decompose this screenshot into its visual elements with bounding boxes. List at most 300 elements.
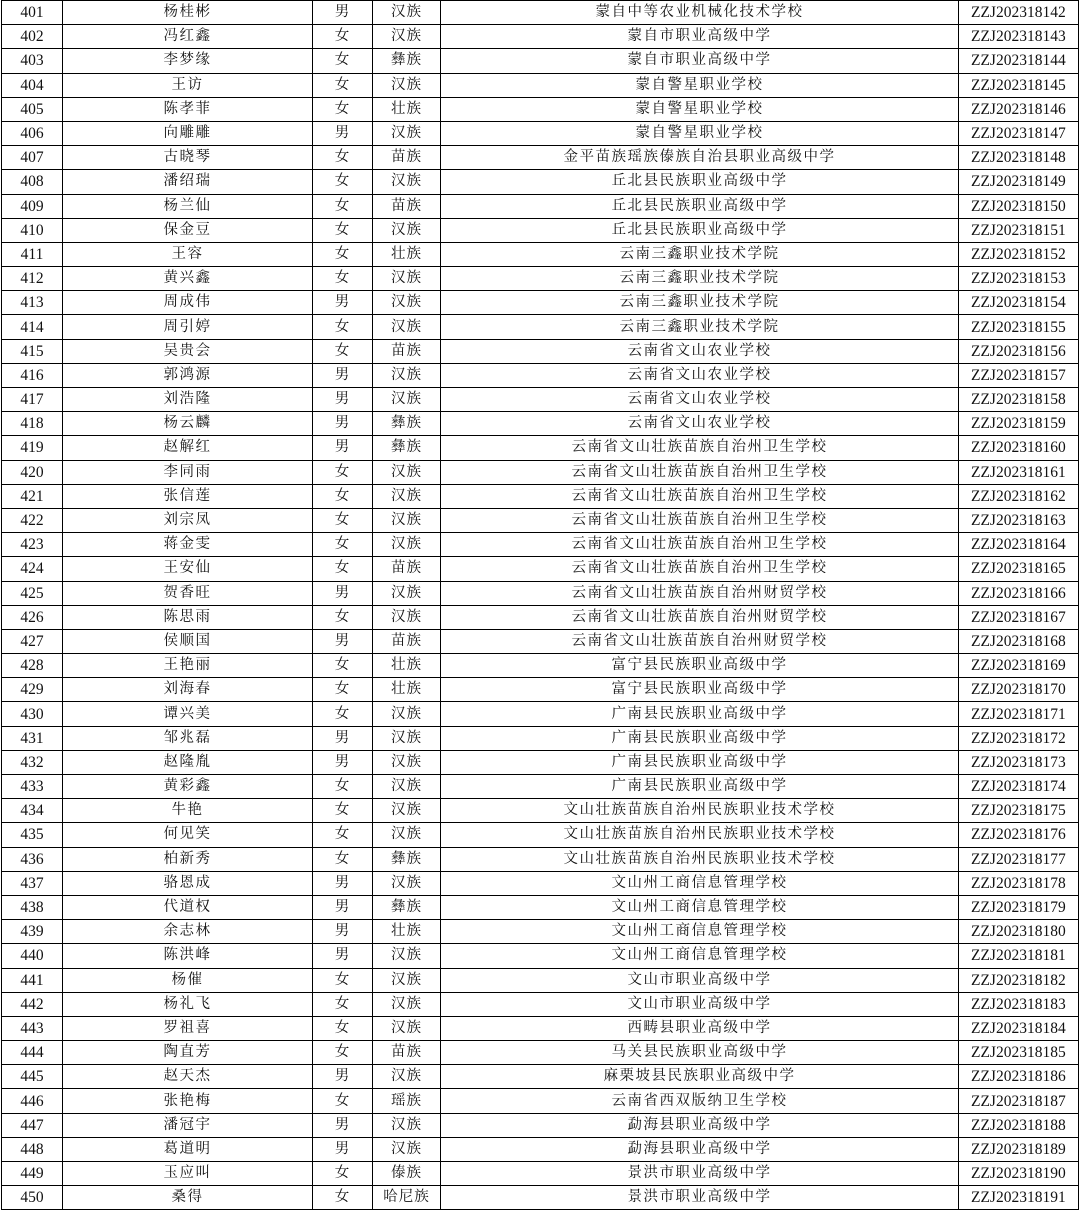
gender-cell: 女 xyxy=(313,146,373,170)
table-row xyxy=(2,557,1079,581)
school-name-cell: 富宁县民族职业高级中学 xyxy=(441,654,959,678)
school-name-cell: 蒙自警星职业学校 xyxy=(441,97,959,121)
row-number-cell: 446 xyxy=(2,1089,63,1113)
gender-cell: 男 xyxy=(313,726,373,750)
certificate-id-cell: ZZJ202318171 xyxy=(959,702,1079,726)
gender-cell: 男 xyxy=(313,388,373,412)
gender-cell: 男 xyxy=(313,1,373,25)
certificate-id-cell: ZZJ202318168 xyxy=(959,629,1079,653)
gender-cell: 男 xyxy=(313,920,373,944)
row-number-cell: 449 xyxy=(2,1162,63,1186)
school-name-cell: 云南三鑫职业技术学院 xyxy=(441,315,959,339)
certificate-id-cell: ZZJ202318142 xyxy=(959,1,1079,25)
gender-cell: 女 xyxy=(313,605,373,629)
student-name-cell: 谭兴美 xyxy=(63,702,313,726)
row-number-cell: 408 xyxy=(2,170,63,194)
table-row xyxy=(2,1162,1079,1186)
table-row xyxy=(2,678,1079,702)
table-row xyxy=(2,750,1079,774)
gender-cell: 男 xyxy=(313,436,373,460)
row-number-cell: 432 xyxy=(2,750,63,774)
row-number-cell: 412 xyxy=(2,267,63,291)
student-name-cell: 李同雨 xyxy=(63,460,313,484)
school-name-cell: 广南县民族职业高级中学 xyxy=(441,702,959,726)
student-name-cell: 陈洪峰 xyxy=(63,944,313,968)
certificate-id-cell: ZZJ202318179 xyxy=(959,895,1079,919)
row-number-cell: 423 xyxy=(2,533,63,557)
table-row xyxy=(2,581,1079,605)
ethnicity-cell: 汉族 xyxy=(373,1113,441,1137)
school-name-cell: 文山壮族苗族自治州民族职业技术学校 xyxy=(441,847,959,871)
row-number-cell: 439 xyxy=(2,920,63,944)
gender-cell: 女 xyxy=(313,170,373,194)
ethnicity-cell: 傣族 xyxy=(373,1162,441,1186)
student-name-cell: 陶直芳 xyxy=(63,1041,313,1065)
school-name-cell: 云南三鑫职业技术学院 xyxy=(441,291,959,315)
ethnicity-cell: 苗族 xyxy=(373,146,441,170)
gender-cell: 男 xyxy=(313,629,373,653)
ethnicity-cell: 壮族 xyxy=(373,654,441,678)
ethnicity-cell: 苗族 xyxy=(373,194,441,218)
table-row xyxy=(2,49,1079,73)
row-number-cell: 428 xyxy=(2,654,63,678)
student-name-cell: 何见笑 xyxy=(63,823,313,847)
student-name-cell: 杨礼飞 xyxy=(63,992,313,1016)
row-number-cell: 406 xyxy=(2,121,63,145)
gender-cell: 女 xyxy=(313,1016,373,1040)
certificate-id-cell: ZZJ202318175 xyxy=(959,799,1079,823)
student-name-cell: 桑得 xyxy=(63,1186,313,1210)
school-name-cell: 云南省文山壮族苗族自治州卫生学校 xyxy=(441,436,959,460)
school-name-cell: 云南省文山壮族苗族自治州卫生学校 xyxy=(441,533,959,557)
table-row xyxy=(2,944,1079,968)
certificate-id-cell: ZZJ202318144 xyxy=(959,49,1079,73)
certificate-id-cell: ZZJ202318176 xyxy=(959,823,1079,847)
student-name-cell: 保金豆 xyxy=(63,218,313,242)
roster-table xyxy=(1,0,1079,1210)
gender-cell: 女 xyxy=(313,1186,373,1210)
school-name-cell: 蒙自市职业高级中学 xyxy=(441,25,959,49)
ethnicity-cell: 汉族 xyxy=(373,1137,441,1161)
student-name-cell: 陈孝菲 xyxy=(63,97,313,121)
student-name-cell: 周引婷 xyxy=(63,315,313,339)
student-name-cell: 张艳梅 xyxy=(63,1089,313,1113)
gender-cell: 女 xyxy=(313,1162,373,1186)
row-number-cell: 424 xyxy=(2,557,63,581)
row-number-cell: 421 xyxy=(2,484,63,508)
school-name-cell: 文山壮族苗族自治州民族职业技术学校 xyxy=(441,823,959,847)
table-row xyxy=(2,194,1079,218)
table-row xyxy=(2,629,1079,653)
table-row xyxy=(2,871,1079,895)
row-number-cell: 411 xyxy=(2,242,63,266)
school-name-cell: 蒙自警星职业学校 xyxy=(441,73,959,97)
table-row xyxy=(2,847,1079,871)
student-name-cell: 杨兰仙 xyxy=(63,194,313,218)
school-name-cell: 丘北县民族职业高级中学 xyxy=(441,170,959,194)
certificate-id-cell: ZZJ202318163 xyxy=(959,508,1079,532)
gender-cell: 女 xyxy=(313,968,373,992)
table-row xyxy=(2,992,1079,1016)
table-row xyxy=(2,242,1079,266)
certificate-id-cell: ZZJ202318160 xyxy=(959,436,1079,460)
table-row xyxy=(2,1137,1079,1161)
school-name-cell: 云南省文山农业学校 xyxy=(441,363,959,387)
certificate-id-cell: ZZJ202318155 xyxy=(959,315,1079,339)
school-name-cell: 云南省文山壮族苗族自治州卫生学校 xyxy=(441,460,959,484)
gender-cell: 男 xyxy=(313,363,373,387)
gender-cell: 女 xyxy=(313,1089,373,1113)
table-row xyxy=(2,267,1079,291)
row-number-cell: 401 xyxy=(2,1,63,25)
ethnicity-cell: 汉族 xyxy=(373,363,441,387)
table-row xyxy=(2,726,1079,750)
table-row xyxy=(2,1016,1079,1040)
school-name-cell: 文山壮族苗族自治州民族职业技术学校 xyxy=(441,799,959,823)
school-name-cell: 云南省文山壮族苗族自治州卫生学校 xyxy=(441,484,959,508)
student-name-cell: 柏新秀 xyxy=(63,847,313,871)
gender-cell: 女 xyxy=(313,315,373,339)
gender-cell: 女 xyxy=(313,799,373,823)
student-name-cell: 杨桂彬 xyxy=(63,1,313,25)
row-number-cell: 403 xyxy=(2,49,63,73)
ethnicity-cell: 汉族 xyxy=(373,1065,441,1089)
certificate-id-cell: ZZJ202318154 xyxy=(959,291,1079,315)
ethnicity-cell: 汉族 xyxy=(373,267,441,291)
table-row xyxy=(2,895,1079,919)
student-name-cell: 牛艳 xyxy=(63,799,313,823)
table-row xyxy=(2,460,1079,484)
school-name-cell: 金平苗族瑶族傣族自治县职业高级中学 xyxy=(441,146,959,170)
ethnicity-cell: 汉族 xyxy=(373,775,441,799)
ethnicity-cell: 汉族 xyxy=(373,968,441,992)
school-name-cell: 广南县民族职业高级中学 xyxy=(441,750,959,774)
gender-cell: 男 xyxy=(313,1137,373,1161)
table-row xyxy=(2,436,1079,460)
student-name-cell: 王访 xyxy=(63,73,313,97)
certificate-id-cell: ZZJ202318191 xyxy=(959,1186,1079,1210)
student-name-cell: 吴贵会 xyxy=(63,339,313,363)
certificate-id-cell: ZZJ202318162 xyxy=(959,484,1079,508)
certificate-id-cell: ZZJ202318150 xyxy=(959,194,1079,218)
certificate-id-cell: ZZJ202318153 xyxy=(959,267,1079,291)
table-row xyxy=(2,605,1079,629)
student-name-cell: 张信莲 xyxy=(63,484,313,508)
table-row xyxy=(2,218,1079,242)
table-row xyxy=(2,1186,1079,1210)
ethnicity-cell: 彝族 xyxy=(373,49,441,73)
school-name-cell: 景洪市职业高级中学 xyxy=(441,1162,959,1186)
ethnicity-cell: 汉族 xyxy=(373,1,441,25)
row-number-cell: 427 xyxy=(2,629,63,653)
ethnicity-cell: 汉族 xyxy=(373,508,441,532)
certificate-id-cell: ZZJ202318185 xyxy=(959,1041,1079,1065)
ethnicity-cell: 汉族 xyxy=(373,944,441,968)
ethnicity-cell: 汉族 xyxy=(373,992,441,1016)
certificate-id-cell: ZZJ202318180 xyxy=(959,920,1079,944)
row-number-cell: 405 xyxy=(2,97,63,121)
student-name-cell: 赵天杰 xyxy=(63,1065,313,1089)
certificate-id-cell: ZZJ202318182 xyxy=(959,968,1079,992)
school-name-cell: 麻栗坡县民族职业高级中学 xyxy=(441,1065,959,1089)
certificate-id-cell: ZZJ202318158 xyxy=(959,388,1079,412)
school-name-cell: 云南三鑫职业技术学院 xyxy=(441,267,959,291)
student-name-cell: 赵解红 xyxy=(63,436,313,460)
row-number-cell: 437 xyxy=(2,871,63,895)
ethnicity-cell: 汉族 xyxy=(373,218,441,242)
ethnicity-cell: 汉族 xyxy=(373,388,441,412)
gender-cell: 女 xyxy=(313,992,373,1016)
row-number-cell: 434 xyxy=(2,799,63,823)
school-name-cell: 文山州工商信息管理学校 xyxy=(441,944,959,968)
row-number-cell: 417 xyxy=(2,388,63,412)
certificate-id-cell: ZZJ202318149 xyxy=(959,170,1079,194)
certificate-id-cell: ZZJ202318152 xyxy=(959,242,1079,266)
row-number-cell: 438 xyxy=(2,895,63,919)
certificate-id-cell: ZZJ202318181 xyxy=(959,944,1079,968)
table-row xyxy=(2,339,1079,363)
gender-cell: 男 xyxy=(313,412,373,436)
table-row xyxy=(2,533,1079,557)
ethnicity-cell: 瑶族 xyxy=(373,1089,441,1113)
ethnicity-cell: 彝族 xyxy=(373,847,441,871)
row-number-cell: 431 xyxy=(2,726,63,750)
table-row xyxy=(2,1089,1079,1113)
table-row xyxy=(2,654,1079,678)
gender-cell: 男 xyxy=(313,1065,373,1089)
gender-cell: 男 xyxy=(313,895,373,919)
row-number-cell: 416 xyxy=(2,363,63,387)
certificate-id-cell: ZZJ202318174 xyxy=(959,775,1079,799)
row-number-cell: 410 xyxy=(2,218,63,242)
certificate-id-cell: ZZJ202318148 xyxy=(959,146,1079,170)
gender-cell: 女 xyxy=(313,823,373,847)
gender-cell: 女 xyxy=(313,218,373,242)
student-name-cell: 潘冠宇 xyxy=(63,1113,313,1137)
certificate-id-cell: ZZJ202318187 xyxy=(959,1089,1079,1113)
certificate-id-cell: ZZJ202318183 xyxy=(959,992,1079,1016)
gender-cell: 女 xyxy=(313,339,373,363)
table-row xyxy=(2,775,1079,799)
ethnicity-cell: 汉族 xyxy=(373,533,441,557)
table-row xyxy=(2,702,1079,726)
school-name-cell: 云南省文山农业学校 xyxy=(441,339,959,363)
table-row xyxy=(2,1,1079,25)
ethnicity-cell: 壮族 xyxy=(373,97,441,121)
table-row xyxy=(2,920,1079,944)
row-number-cell: 414 xyxy=(2,315,63,339)
certificate-id-cell: ZZJ202318178 xyxy=(959,871,1079,895)
certificate-id-cell: ZZJ202318184 xyxy=(959,1016,1079,1040)
student-name-cell: 王安仙 xyxy=(63,557,313,581)
table-row xyxy=(2,823,1079,847)
ethnicity-cell: 彝族 xyxy=(373,436,441,460)
table-row xyxy=(2,1041,1079,1065)
student-name-cell: 侯顺国 xyxy=(63,629,313,653)
student-name-cell: 余志林 xyxy=(63,920,313,944)
gender-cell: 女 xyxy=(313,678,373,702)
row-number-cell: 426 xyxy=(2,605,63,629)
certificate-id-cell: ZZJ202318146 xyxy=(959,97,1079,121)
student-name-cell: 刘浩隆 xyxy=(63,388,313,412)
school-name-cell: 文山州工商信息管理学校 xyxy=(441,895,959,919)
table-row xyxy=(2,968,1079,992)
school-name-cell: 云南省文山农业学校 xyxy=(441,388,959,412)
gender-cell: 男 xyxy=(313,1113,373,1137)
school-name-cell: 文山州工商信息管理学校 xyxy=(441,920,959,944)
ethnicity-cell: 哈尼族 xyxy=(373,1186,441,1210)
school-name-cell: 勐海县职业高级中学 xyxy=(441,1113,959,1137)
ethnicity-cell: 苗族 xyxy=(373,557,441,581)
student-name-cell: 冯红鑫 xyxy=(63,25,313,49)
row-number-cell: 425 xyxy=(2,581,63,605)
certificate-id-cell: ZZJ202318188 xyxy=(959,1113,1079,1137)
row-number-cell: 444 xyxy=(2,1041,63,1065)
row-number-cell: 440 xyxy=(2,944,63,968)
table-row xyxy=(2,291,1079,315)
student-name-cell: 玉应叫 xyxy=(63,1162,313,1186)
student-name-cell: 王艳丽 xyxy=(63,654,313,678)
ethnicity-cell: 壮族 xyxy=(373,242,441,266)
table-row xyxy=(2,25,1079,49)
certificate-id-cell: ZZJ202318145 xyxy=(959,73,1079,97)
row-number-cell: 429 xyxy=(2,678,63,702)
ethnicity-cell: 汉族 xyxy=(373,25,441,49)
certificate-id-cell: ZZJ202318173 xyxy=(959,750,1079,774)
student-name-cell: 骆恩成 xyxy=(63,871,313,895)
row-number-cell: 413 xyxy=(2,291,63,315)
school-name-cell: 丘北县民族职业高级中学 xyxy=(441,218,959,242)
ethnicity-cell: 壮族 xyxy=(373,920,441,944)
certificate-id-cell: ZZJ202318159 xyxy=(959,412,1079,436)
school-name-cell: 云南省文山农业学校 xyxy=(441,412,959,436)
gender-cell: 女 xyxy=(313,1041,373,1065)
table-row xyxy=(2,508,1079,532)
certificate-id-cell: ZZJ202318177 xyxy=(959,847,1079,871)
student-name-cell: 潘绍瑞 xyxy=(63,170,313,194)
certificate-id-cell: ZZJ202318189 xyxy=(959,1137,1079,1161)
school-name-cell: 蒙自警星职业学校 xyxy=(441,121,959,145)
gender-cell: 男 xyxy=(313,121,373,145)
ethnicity-cell: 汉族 xyxy=(373,73,441,97)
student-name-cell: 邹兆磊 xyxy=(63,726,313,750)
student-name-cell: 李梦缘 xyxy=(63,49,313,73)
school-name-cell: 文山市职业高级中学 xyxy=(441,992,959,1016)
gender-cell: 女 xyxy=(313,73,373,97)
certificate-id-cell: ZZJ202318164 xyxy=(959,533,1079,557)
table-row xyxy=(2,412,1079,436)
row-number-cell: 407 xyxy=(2,146,63,170)
school-name-cell: 勐海县职业高级中学 xyxy=(441,1137,959,1161)
certificate-id-cell: ZZJ202318172 xyxy=(959,726,1079,750)
row-number-cell: 445 xyxy=(2,1065,63,1089)
student-name-cell: 刘宗凤 xyxy=(63,508,313,532)
student-name-cell: 杨云麟 xyxy=(63,412,313,436)
student-name-cell: 罗祖喜 xyxy=(63,1016,313,1040)
row-number-cell: 404 xyxy=(2,73,63,97)
ethnicity-cell: 苗族 xyxy=(373,1041,441,1065)
certificate-id-cell: ZZJ202318165 xyxy=(959,557,1079,581)
table-row xyxy=(2,484,1079,508)
row-number-cell: 450 xyxy=(2,1186,63,1210)
student-name-cell: 赵隆胤 xyxy=(63,750,313,774)
gender-cell: 女 xyxy=(313,702,373,726)
certificate-id-cell: ZZJ202318151 xyxy=(959,218,1079,242)
gender-cell: 女 xyxy=(313,97,373,121)
certificate-id-cell: ZZJ202318156 xyxy=(959,339,1079,363)
ethnicity-cell: 汉族 xyxy=(373,315,441,339)
school-name-cell: 云南省文山壮族苗族自治州财贸学校 xyxy=(441,581,959,605)
ethnicity-cell: 汉族 xyxy=(373,702,441,726)
school-name-cell: 马关县民族职业高级中学 xyxy=(441,1041,959,1065)
ethnicity-cell: 汉族 xyxy=(373,484,441,508)
ethnicity-cell: 苗族 xyxy=(373,339,441,363)
school-name-cell: 蒙自市职业高级中学 xyxy=(441,49,959,73)
table-row xyxy=(2,121,1079,145)
table-row xyxy=(2,363,1079,387)
school-name-cell: 云南三鑫职业技术学院 xyxy=(441,242,959,266)
school-name-cell: 丘北县民族职业高级中学 xyxy=(441,194,959,218)
table-row xyxy=(2,1065,1079,1089)
gender-cell: 女 xyxy=(313,775,373,799)
table-row xyxy=(2,73,1079,97)
ethnicity-cell: 汉族 xyxy=(373,121,441,145)
gender-cell: 女 xyxy=(313,847,373,871)
row-number-cell: 402 xyxy=(2,25,63,49)
gender-cell: 女 xyxy=(313,460,373,484)
ethnicity-cell: 壮族 xyxy=(373,678,441,702)
ethnicity-cell: 汉族 xyxy=(373,871,441,895)
ethnicity-cell: 汉族 xyxy=(373,460,441,484)
table-row xyxy=(2,315,1079,339)
row-number-cell: 436 xyxy=(2,847,63,871)
gender-cell: 女 xyxy=(313,242,373,266)
certificate-id-cell: ZZJ202318186 xyxy=(959,1065,1079,1089)
certificate-id-cell: ZZJ202318190 xyxy=(959,1162,1079,1186)
gender-cell: 女 xyxy=(313,557,373,581)
certificate-id-cell: ZZJ202318170 xyxy=(959,678,1079,702)
ethnicity-cell: 汉族 xyxy=(373,1016,441,1040)
school-name-cell: 蒙自中等农业机械化技术学校 xyxy=(441,1,959,25)
student-name-cell: 杨催 xyxy=(63,968,313,992)
row-number-cell: 433 xyxy=(2,775,63,799)
student-name-cell: 葛道明 xyxy=(63,1137,313,1161)
student-name-cell: 陈思雨 xyxy=(63,605,313,629)
gender-cell: 女 xyxy=(313,484,373,508)
ethnicity-cell: 苗族 xyxy=(373,629,441,653)
school-name-cell: 广南县民族职业高级中学 xyxy=(441,726,959,750)
row-number-cell: 435 xyxy=(2,823,63,847)
row-number-cell: 447 xyxy=(2,1113,63,1137)
ethnicity-cell: 汉族 xyxy=(373,605,441,629)
student-name-cell: 周成伟 xyxy=(63,291,313,315)
student-name-cell: 黄彩鑫 xyxy=(63,775,313,799)
gender-cell: 男 xyxy=(313,581,373,605)
gender-cell: 男 xyxy=(313,750,373,774)
ethnicity-cell: 汉族 xyxy=(373,823,441,847)
school-name-cell: 广南县民族职业高级中学 xyxy=(441,775,959,799)
ethnicity-cell: 汉族 xyxy=(373,726,441,750)
row-number-cell: 409 xyxy=(2,194,63,218)
ethnicity-cell: 汉族 xyxy=(373,799,441,823)
student-name-cell: 刘海春 xyxy=(63,678,313,702)
table-row xyxy=(2,388,1079,412)
row-number-cell: 422 xyxy=(2,508,63,532)
certificate-id-cell: ZZJ202318147 xyxy=(959,121,1079,145)
certificate-id-cell: ZZJ202318157 xyxy=(959,363,1079,387)
certificate-id-cell: ZZJ202318167 xyxy=(959,605,1079,629)
row-number-cell: 430 xyxy=(2,702,63,726)
